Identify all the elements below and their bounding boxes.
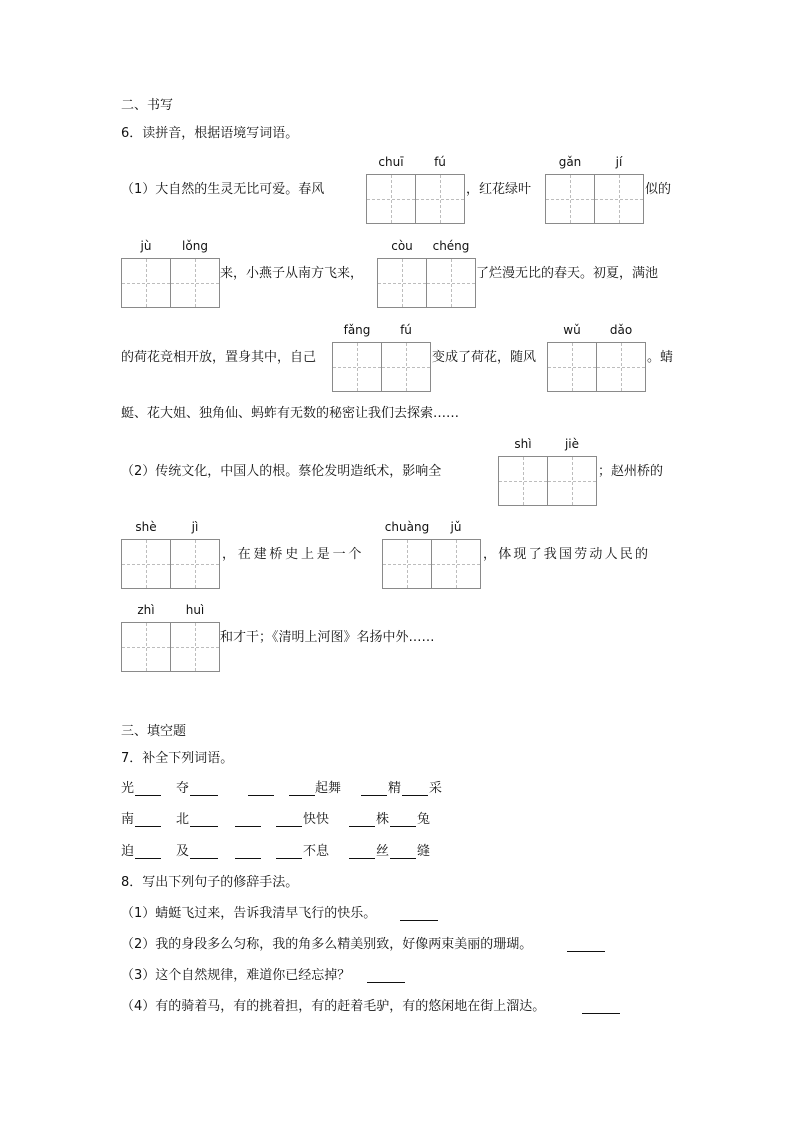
pinyin-label: wǔ (563, 323, 581, 337)
tian-cell[interactable] (332, 323, 382, 392)
q8-item-3: （3）这个自然规律，难道你已经忘掉？ (121, 968, 351, 983)
q7-char: 光 (121, 781, 135, 796)
pinyin-label: jiè (564, 437, 580, 451)
question-6-prompt: 6．读拼音，根据语境写词语。 (121, 126, 299, 141)
fill-blank[interactable] (349, 846, 375, 859)
fill-blank[interactable] (135, 846, 161, 859)
tian-cell[interactable] (498, 437, 548, 506)
q7-char: 北 (176, 812, 190, 827)
pinyin-label: chuàng (384, 520, 430, 534)
pinyin-label: huì (185, 603, 205, 617)
answer-blank[interactable] (400, 908, 438, 921)
pinyin-label: lǒng (182, 239, 208, 253)
tian-grid-julong[interactable] (121, 239, 219, 308)
q6-text-after-g2: 似的 (645, 182, 672, 197)
pinyin-label: jì (191, 520, 199, 534)
pinyin-label: jù (140, 239, 152, 253)
q7-char: 夺 (176, 781, 190, 796)
fill-blank[interactable] (135, 814, 161, 827)
q6-text-after-g7: ；赵州桥的 (598, 464, 664, 479)
answer-blank[interactable] (367, 970, 405, 983)
tian-grid-chuangju[interactable] (382, 520, 480, 589)
q6-p1-intro: （1）大自然的生灵无比可爱。春风 (121, 182, 325, 197)
tian-cell[interactable] (547, 323, 597, 392)
pinyin-label: jǔ (450, 520, 462, 534)
tian-cell[interactable] (547, 437, 597, 506)
section-title-fill-blank: 三、填空题 (121, 724, 187, 739)
tian-cell[interactable] (382, 520, 432, 589)
tian-grid-coucheng[interactable] (377, 239, 475, 308)
pinyin-label: chéng (432, 239, 470, 253)
q7-word: 起舞 (315, 781, 342, 796)
pinyin-label: còu (391, 239, 413, 253)
tian-grid-chuifu[interactable] (366, 155, 464, 224)
tian-cell[interactable] (170, 603, 220, 672)
q6-text-after-g3: 来，小燕子从南方飞来， (220, 266, 364, 281)
q7-word: 不息 (303, 844, 330, 859)
fill-blank[interactable] (135, 783, 161, 796)
q6-line3-start: 的荷花竞相开放，置身其中，自己 (121, 350, 317, 365)
tian-grid-wudao[interactable] (547, 323, 645, 392)
tian-cell[interactable] (121, 520, 171, 589)
q7-char: 采 (429, 781, 443, 796)
tian-cell[interactable] (366, 155, 416, 224)
q6-text-after-g6: 。蜻 (647, 350, 674, 365)
tian-cell[interactable] (596, 323, 646, 392)
pinyin-label: fú (434, 155, 446, 169)
tian-cell[interactable] (545, 155, 595, 224)
q6-text-after-g10: 和才干；《清明上河图》名扬中外…… (220, 630, 435, 645)
q6-text-after-g9: ，体现了我国劳动人民的 (483, 547, 651, 562)
q6-line4: 蜓、花大姐、独角仙、蚂蚱有无数的秘密让我们去探索…… (121, 406, 460, 421)
q7-char: 精 (388, 781, 402, 796)
tian-cell[interactable] (121, 239, 171, 308)
q7-char: 南 (121, 812, 135, 827)
pinyin-label: zhì (137, 603, 155, 617)
q7-char: 迫 (121, 844, 135, 859)
fill-blank[interactable] (276, 814, 302, 827)
tian-grid-zhihui[interactable] (121, 603, 219, 672)
tian-grid-shijie[interactable] (498, 437, 596, 506)
pinyin-label: jí (615, 155, 623, 169)
fill-blank[interactable] (390, 814, 416, 827)
pinyin-label: shì (514, 437, 532, 451)
q6-text-after-g5: 变成了荷花，随风 (432, 350, 537, 365)
q6-p2-intro: （2）传统文化，中国人的根。蔡伦发明造纸术，影响全 (121, 464, 442, 479)
fill-blank[interactable] (235, 814, 261, 827)
fill-blank[interactable] (349, 814, 375, 827)
tian-cell[interactable] (426, 239, 476, 308)
pinyin-label: fú (400, 323, 412, 337)
fill-blank[interactable] (190, 783, 218, 796)
q7-word: 快快 (303, 812, 330, 827)
tian-cell[interactable] (121, 603, 171, 672)
q7-char: 兔 (417, 812, 431, 827)
q8-item-4: （4）有的骑着马，有的挑着担，有的赶着毛驴，有的悠闲地在街上溜达。 (121, 999, 546, 1014)
pinyin-label: gǎn (558, 155, 582, 169)
fill-blank[interactable] (190, 814, 218, 827)
answer-blank[interactable] (567, 939, 605, 952)
pinyin-label: fǎng (343, 323, 371, 337)
fill-blank[interactable] (361, 783, 387, 796)
fill-blank[interactable] (276, 846, 302, 859)
tian-cell[interactable] (170, 239, 220, 308)
pinyin-label: chuī (378, 155, 404, 169)
tian-cell[interactable] (170, 520, 220, 589)
q7-char: 缝 (417, 844, 431, 859)
fill-blank[interactable] (190, 846, 218, 859)
fill-blank[interactable] (390, 846, 416, 859)
q6-text-after-g1: ，红花绿叶 (466, 182, 532, 197)
section-title-writing: 二、书写 (121, 98, 174, 113)
tian-cell[interactable] (381, 323, 431, 392)
question-7-prompt: 7．补全下列词语。 (121, 751, 234, 766)
question-8-prompt: 8．写出下列句子的修辞手法。 (121, 875, 299, 890)
tian-cell[interactable] (377, 239, 427, 308)
q6-text-after-g4: 了烂漫无比的春天。初夏，满池 (476, 266, 659, 281)
fill-blank[interactable] (248, 783, 274, 796)
fill-blank[interactable] (402, 783, 428, 796)
pinyin-label: dǎo (609, 323, 633, 337)
pinyin-label: shè (135, 520, 157, 534)
q8-item-2: （2）我的身段多么匀称，我的角多么精美别致，好像两束美丽的珊瑚。 (121, 937, 533, 952)
q7-char: 丝 (376, 844, 390, 859)
tian-cell[interactable] (594, 155, 644, 224)
tian-cell[interactable] (415, 155, 465, 224)
tian-grid-ganji[interactable] (545, 155, 643, 224)
fill-blank[interactable] (289, 783, 315, 796)
q6-text-after-g8: ，在建桥史上是一个 (222, 547, 365, 562)
q8-item-1: （1）蜻蜓飞过来，告诉我清早飞行的快乐。 (121, 906, 377, 921)
tian-cell[interactable] (431, 520, 481, 589)
tian-grid-fangfu[interactable] (332, 323, 430, 392)
q7-char: 株 (376, 812, 390, 827)
answer-blank[interactable] (582, 1001, 620, 1014)
q7-char: 及 (176, 844, 190, 859)
tian-grid-sheji[interactable] (121, 520, 219, 589)
fill-blank[interactable] (235, 846, 261, 859)
